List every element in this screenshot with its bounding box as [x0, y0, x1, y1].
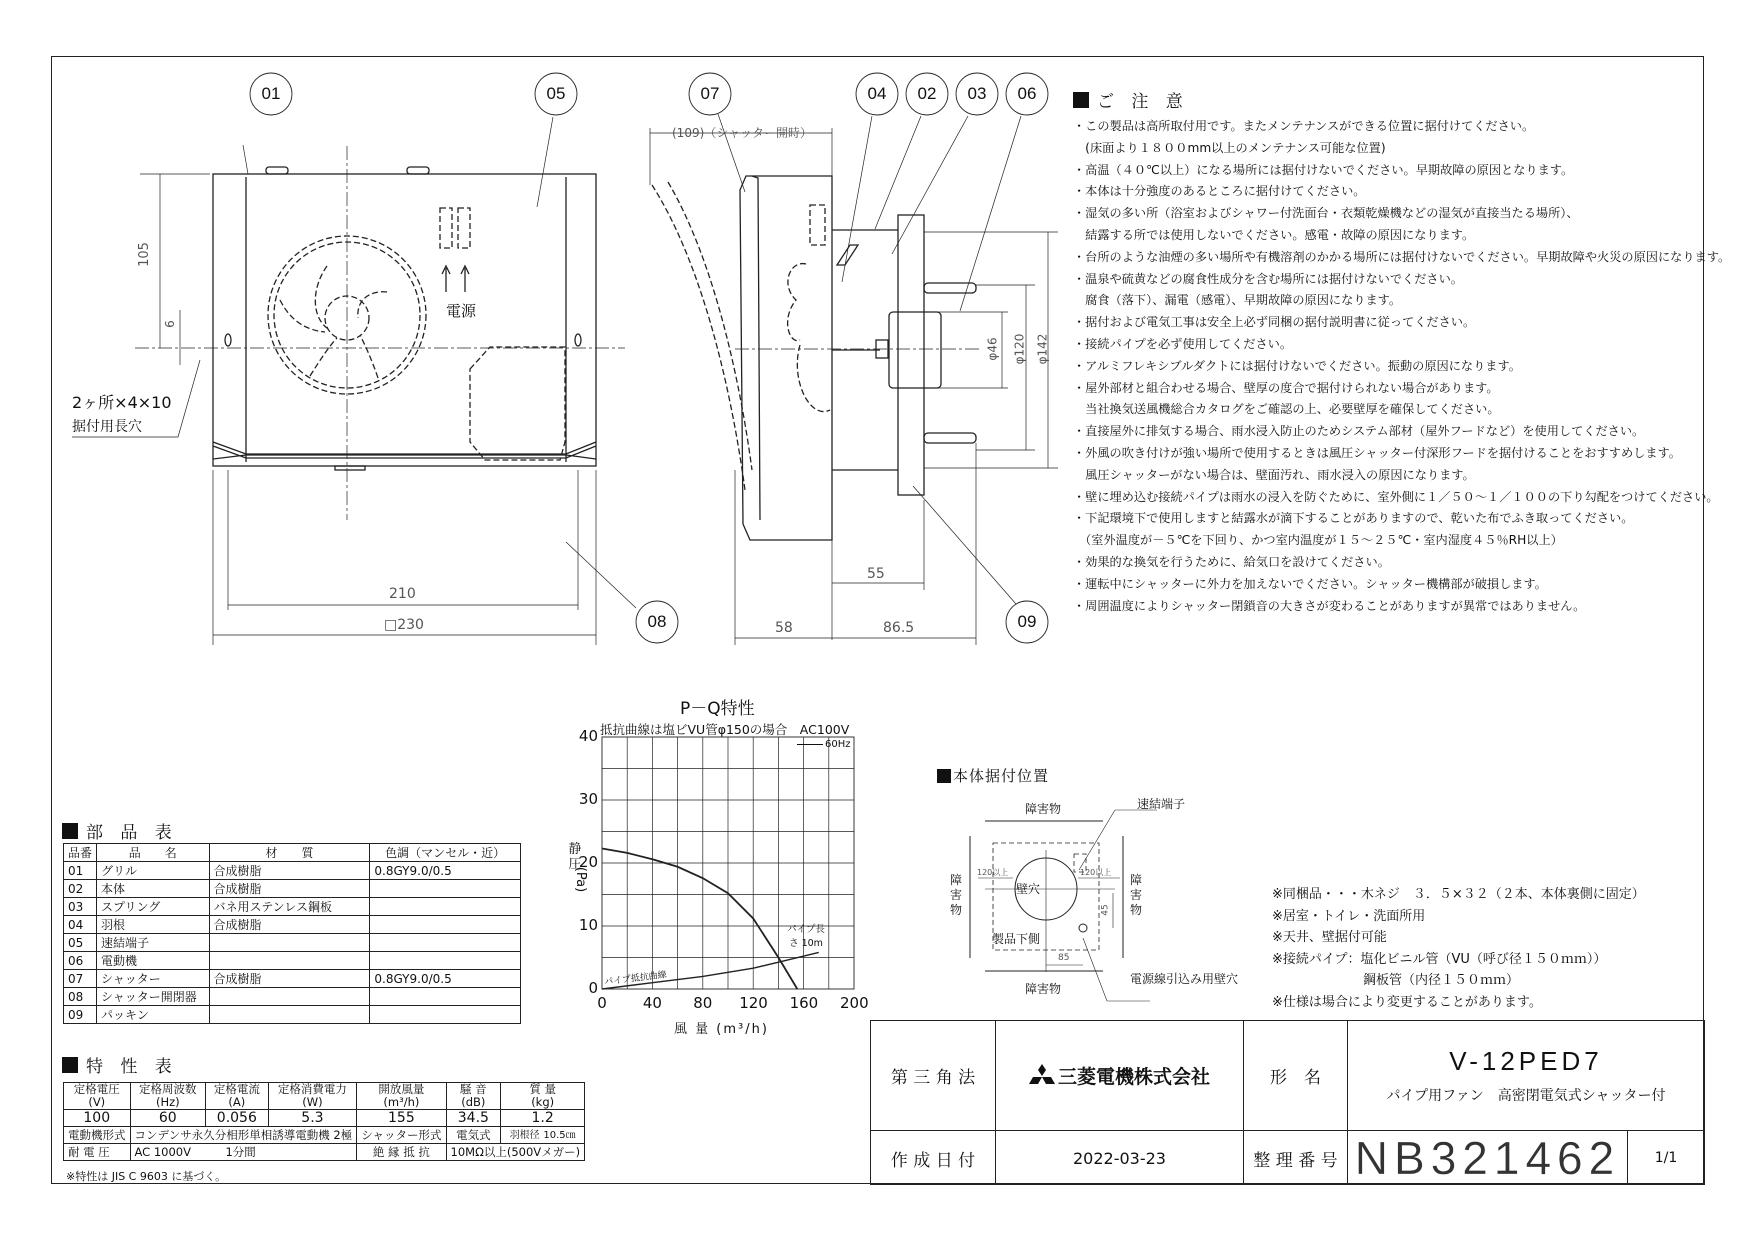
note-line: ・屋外部材と組合わせる場合、壁厚の度合で据付けられない場合があります。 [1073, 380, 1499, 395]
table-cell [209, 1006, 370, 1024]
spec-note: ※居室・トイレ・洗面所用 [1272, 908, 1426, 924]
note-line: ・高温（４０℃以上）になる場所には据付けないでください。早期故障の原因となります。 [1073, 162, 1574, 177]
char-header [501, 1083, 585, 1110]
table-cell: 01 [64, 862, 97, 880]
chart-ylabel: 静 圧 (Pa) [568, 842, 589, 893]
balloon-02: 02 [917, 84, 937, 103]
table-cell [370, 952, 521, 970]
char-value: 155 [357, 1110, 446, 1127]
char-value: 60 [130, 1110, 206, 1127]
char-header [268, 1083, 357, 1110]
note-line: ・アルミフレキシブルダクトには据付けないでください。振動の原因になります。 [1073, 358, 1521, 373]
char-footnote: ※特性は JIS C 9603 に基づく。 [66, 1170, 227, 1183]
note-line: ・下記環境下で使用しますと結露水が滴下することがありますので、乾いた布でふき取ってください。 [1073, 511, 1634, 526]
table-cell: 0.8GY9.0/0.5 [370, 862, 521, 880]
dim-6: 6 [162, 320, 177, 328]
dim-105: 105 [136, 242, 152, 267]
char-title: 特 性 表 [62, 1052, 178, 1077]
blade-value: 10.5㎝ [543, 1130, 576, 1141]
balloon-06: 06 [1017, 84, 1037, 103]
dim-45: 45 [1100, 904, 1111, 916]
note-line: （室外温度が－５℃を下回り、かつ室内温度が１５～２５℃・室内湿度４５％RH以上） [1073, 533, 1563, 548]
table-cell: 06 [64, 952, 97, 970]
parts-header: 品番 [64, 844, 97, 862]
mitsubishi-logo-icon [1029, 1064, 1055, 1088]
char-header-unit: (m³/h) [383, 1095, 420, 1109]
power-label: 電源 [446, 302, 477, 320]
x-tick: 0 [597, 994, 607, 1012]
char-header-unit: (kg) [531, 1095, 555, 1109]
parts-table [63, 843, 521, 1024]
table-cell: 09 [64, 1006, 97, 1024]
characteristics-table [63, 1082, 585, 1161]
pipe-curve-label: パイプ抵抗曲線 [603, 970, 668, 988]
chart-title: P－Q特性 [680, 699, 755, 719]
section-marker [1073, 92, 1089, 108]
projection-cell: 第 三 角 法 [871, 1021, 996, 1131]
model-description: パイプ用ファン 高密閉電気式シャッター付 [1386, 1088, 1666, 1104]
table-row [64, 952, 521, 970]
dim-d120: φ120 [1012, 333, 1027, 365]
table-cell [370, 880, 521, 898]
char-header-label: 定格電圧 [73, 1082, 120, 1096]
table-cell: 電動機 [97, 952, 210, 970]
table-cell: バネ用ステンレス鋼板 [209, 898, 370, 916]
table-row [64, 862, 521, 880]
side-view [650, 114, 1058, 645]
x-tick: 160 [789, 994, 819, 1012]
y-tick: 0 [588, 979, 598, 997]
slot-note-2: 据付用長穴 [72, 419, 142, 435]
obstacle-left: 障 害 物 [950, 873, 963, 917]
fan-curve-60hz [602, 849, 797, 989]
notes-list [1073, 116, 1730, 617]
section-marker [62, 823, 78, 839]
table-cell [370, 1006, 521, 1024]
x-tick: 40 [642, 994, 662, 1012]
dim-210: 210 [389, 586, 416, 602]
table-cell: 合成樹脂 [209, 880, 370, 898]
doc-no-label-cell: 整 理 番 号 [1244, 1131, 1348, 1185]
note-line: ・接続パイプを必ず使用してください。 [1073, 336, 1293, 351]
table-cell: パッキン [97, 1006, 210, 1024]
char-header [357, 1083, 446, 1110]
table-cell: 本体 [97, 880, 210, 898]
motor-value: コンデンサ永久分相形単相誘導電動機 2極 [130, 1127, 357, 1144]
date-label-cell: 作 成 日 付 [871, 1131, 996, 1185]
title-block [870, 1020, 1705, 1185]
spec-note: ※同梱品・・・木ネジ ３．５×３２（２本、本体裏側に固定） [1272, 887, 1645, 902]
dim-230: □230 [384, 617, 424, 633]
y-tick: 20 [578, 853, 598, 871]
char-header [206, 1083, 269, 1110]
terminal-label: 速結端子 [1137, 797, 1186, 811]
table-cell: 05 [64, 934, 97, 952]
char-value: 1.2 [501, 1110, 585, 1127]
note-line: ・据付および電気工事は安全上必ず同梱の据付説明書に従ってください。 [1073, 315, 1476, 330]
char-header [64, 1083, 131, 1110]
table-cell [370, 988, 521, 1006]
char-value: 5.3 [268, 1110, 357, 1127]
note-line: (床面より１８００mm以上のメンテナンス可能な位置) [1073, 140, 1386, 155]
table-cell [209, 934, 370, 952]
dim-86-5: 86.5 [883, 620, 915, 636]
balloon-09: 09 [1017, 612, 1037, 631]
obstacle-top: 障害物 [1025, 802, 1062, 816]
table-cell [370, 898, 521, 916]
char-header-label: 騒 音 [460, 1082, 487, 1096]
char-header-unit: (dB) [461, 1095, 486, 1109]
dim-109: (109)（シャッター開時） [672, 126, 813, 140]
char-header-label: 定格周波数 [139, 1082, 197, 1096]
char-header-label: 開放風量 [378, 1082, 425, 1096]
table-cell: 合成樹脂 [209, 862, 370, 880]
voltage-label: 耐 電 圧 [64, 1144, 131, 1161]
front-view [72, 117, 636, 645]
spec-note: 鋼板管（内径１５０ｍｍ） [1272, 973, 1520, 988]
mounting-diagram [970, 810, 1157, 1001]
spec-note: ※天井、壁据付可能 [1272, 930, 1387, 945]
clearance-left: 120以上 [977, 868, 1009, 877]
table-row [64, 898, 521, 916]
voltage-value: AC 1000V 1分間 [130, 1144, 357, 1161]
table-cell [370, 916, 521, 934]
note-line: ・周囲温度によりシャッター閉鎖音の大きさが変わることがありますが異常ではありません。 [1073, 598, 1586, 613]
char-header-label: 定格消費電力 [277, 1082, 347, 1096]
table-cell [209, 952, 370, 970]
note-line: ・本体は十分強度のあるところに据付けてください。 [1073, 184, 1366, 199]
chart-subtitle: 抵抗曲線は塩ビVU管φ150の場合 AC100V [600, 722, 850, 737]
table-cell [209, 988, 370, 1006]
bottom-side-label: 製品下側 [992, 932, 1041, 946]
balloon-05: 05 [546, 84, 566, 103]
note-line: ・この製品は高所取付用です。またメンテナンスができる位置に据付けてください。 [1073, 119, 1535, 133]
section-marker [62, 1057, 78, 1073]
note-line: 腐食（落下）、漏電（感電）、早期故障の原因になります。 [1073, 293, 1402, 308]
balloon-08: 08 [647, 612, 667, 631]
char-header-unit: (V) [88, 1095, 106, 1109]
note-line: ・効果的な換気を行うために、給気口を設けてください。 [1073, 554, 1390, 569]
table-cell: 02 [64, 880, 97, 898]
table-row [64, 934, 521, 952]
clearance-right: 120以上 [1080, 868, 1112, 877]
note-line: 結露する所では使用しないでください。感電・故障の原因になります。 [1073, 227, 1475, 242]
insulation-value: 10MΩ以上(500Vメガー) [446, 1144, 585, 1161]
note-line: ・台所のような油煙の多い場所や有機溶剤のかかる場所には据付けないでください。早期故障や火災の原因になります。 [1073, 249, 1731, 264]
note-line: ・温泉や硫黄などの腐食性成分を含む場所には据付けないでください。 [1073, 271, 1463, 286]
parts-header: 色調（マンセル・近） [370, 844, 521, 862]
table-row [64, 970, 521, 988]
chart-xlabel: 風 量 (m³/h) [674, 1022, 769, 1037]
char-header-label: 定格電流 [213, 1082, 260, 1096]
legend-line [797, 744, 823, 745]
table-row [64, 880, 521, 898]
char-header-unit: (W) [302, 1095, 323, 1109]
note-line: ・運転中にシャッターに外力を加えないでください。シャッター機構部が破損します。 [1073, 576, 1547, 591]
power-hole-label: 電源線引込み用壁穴 [1130, 972, 1239, 986]
table-cell: 08 [64, 988, 97, 1006]
table-cell: 合成樹脂 [209, 916, 370, 934]
shutter-label: シャッター形式 [357, 1127, 446, 1144]
dim-85: 85 [1058, 953, 1070, 963]
table-row [64, 916, 521, 934]
y-tick: 40 [578, 727, 598, 745]
model-number: V-12PED7 [1449, 1046, 1603, 1076]
table-cell: 0.8GY9.0/0.5 [370, 970, 521, 988]
table-row [64, 988, 521, 1006]
wall-hole-label: 壁穴 [1016, 882, 1041, 896]
table-cell: 速結端子 [97, 934, 210, 952]
date-cell: 2022-03-23 [996, 1131, 1244, 1185]
note-line: ・直接屋外に排気する場合、雨水浸入防止のためシステム部材（屋外フードなど）を使用してください。 [1073, 424, 1645, 439]
dim-55: 55 [867, 566, 885, 582]
table-row [64, 1006, 521, 1024]
chart-legend: 60Hz [797, 739, 851, 750]
char-value: 0.056 [206, 1110, 269, 1127]
table-cell: グリル [97, 862, 210, 880]
model-cell [1348, 1021, 1704, 1131]
char-value: 34.5 [446, 1110, 501, 1127]
section-marker [937, 769, 951, 783]
char-value: 100 [64, 1110, 131, 1127]
table-cell: 03 [64, 898, 97, 916]
dim-58: 58 [775, 620, 793, 636]
balloon-03: 03 [967, 84, 987, 103]
blade-label: 羽根径 [509, 1130, 540, 1141]
spec-notes [1272, 884, 1645, 1013]
shutter-value: 電気式 [446, 1127, 501, 1144]
motor-label: 電動機形式 [64, 1127, 131, 1144]
parts-title: 部 品 表 [62, 818, 178, 843]
spec-note: ※仕様は場合により変更することがあります。 [1272, 994, 1542, 1010]
char-header-label: 質 量 [529, 1082, 556, 1096]
table-cell: シャッター開閉器 [97, 988, 210, 1006]
table-cell: 04 [64, 916, 97, 934]
balloon-04: 04 [867, 84, 887, 103]
spec-note: ※接続パイプ：塩化ビニル管（VU（呼び径１５０ｍｍ）） [1272, 951, 1607, 967]
char-header-unit: (Hz) [155, 1095, 180, 1109]
x-tick: 80 [693, 994, 713, 1012]
note-line: ・外風の吹き付けが強い場所で使用するときは風圧シャッター付深形フードを据付けることをおすすめします。 [1073, 445, 1681, 460]
balloon-01: 01 [261, 84, 281, 103]
model-label-cell: 形 名 [1244, 1021, 1348, 1131]
balloon-07: 07 [700, 84, 720, 103]
dim-d46: φ46 [985, 337, 1000, 361]
doc-no-cell: NB321462 [1348, 1131, 1628, 1185]
notes-title: ご 注 意 [1073, 87, 1189, 112]
pipe-length-label: パイプ長さ 10m [787, 924, 825, 949]
table-cell: シャッター [97, 970, 210, 988]
mounting-title: 本体据付位置 [937, 765, 1049, 786]
table-cell: 羽根 [97, 916, 210, 934]
table-cell: 合成樹脂 [209, 970, 370, 988]
note-line: ・湿気の多い所（浴室およびシャワー付洗面台・衣類乾燥機などの湿気が直接当たる場所）、 [1073, 206, 1579, 221]
insulation-label: 絶 縁 抵 抗 [357, 1144, 446, 1161]
table-cell [370, 934, 521, 952]
char-header [130, 1083, 206, 1110]
page-cell: 1/1 [1654, 1150, 1678, 1166]
slot-note-1: 2ヶ所×4×10 [72, 393, 172, 412]
parts-header: 材 質 [209, 844, 370, 862]
y-tick: 10 [578, 916, 598, 934]
obstacle-right: 障 害 物 [1130, 873, 1143, 917]
y-tick: 30 [578, 790, 598, 808]
note-line: 当社換気送風機総合カタログをご確認の上、必要壁厚を確保してください。 [1073, 402, 1500, 417]
table-cell: スプリング [97, 898, 210, 916]
x-tick: 120 [739, 994, 768, 1012]
note-line: 風圧シャッターがない場合は、壁面汚れ、雨水浸入の原因になります。 [1073, 467, 1475, 482]
x-tick: 200 [840, 994, 869, 1012]
char-header [446, 1083, 501, 1110]
company-cell: 三菱電機株式会社 [996, 1021, 1244, 1131]
dim-d142: φ142 [1035, 333, 1050, 365]
note-line: ・壁に埋め込む接続パイプは雨水の浸入を防ぐために、室外側に１／５０～１／１００の下り勾配をつけてください。 [1073, 489, 1719, 504]
table-cell: 07 [64, 970, 97, 988]
char-header-unit: (A) [228, 1095, 246, 1109]
obstacle-bottom: 障害物 [1025, 982, 1062, 996]
parts-header: 品 名 [97, 844, 210, 862]
